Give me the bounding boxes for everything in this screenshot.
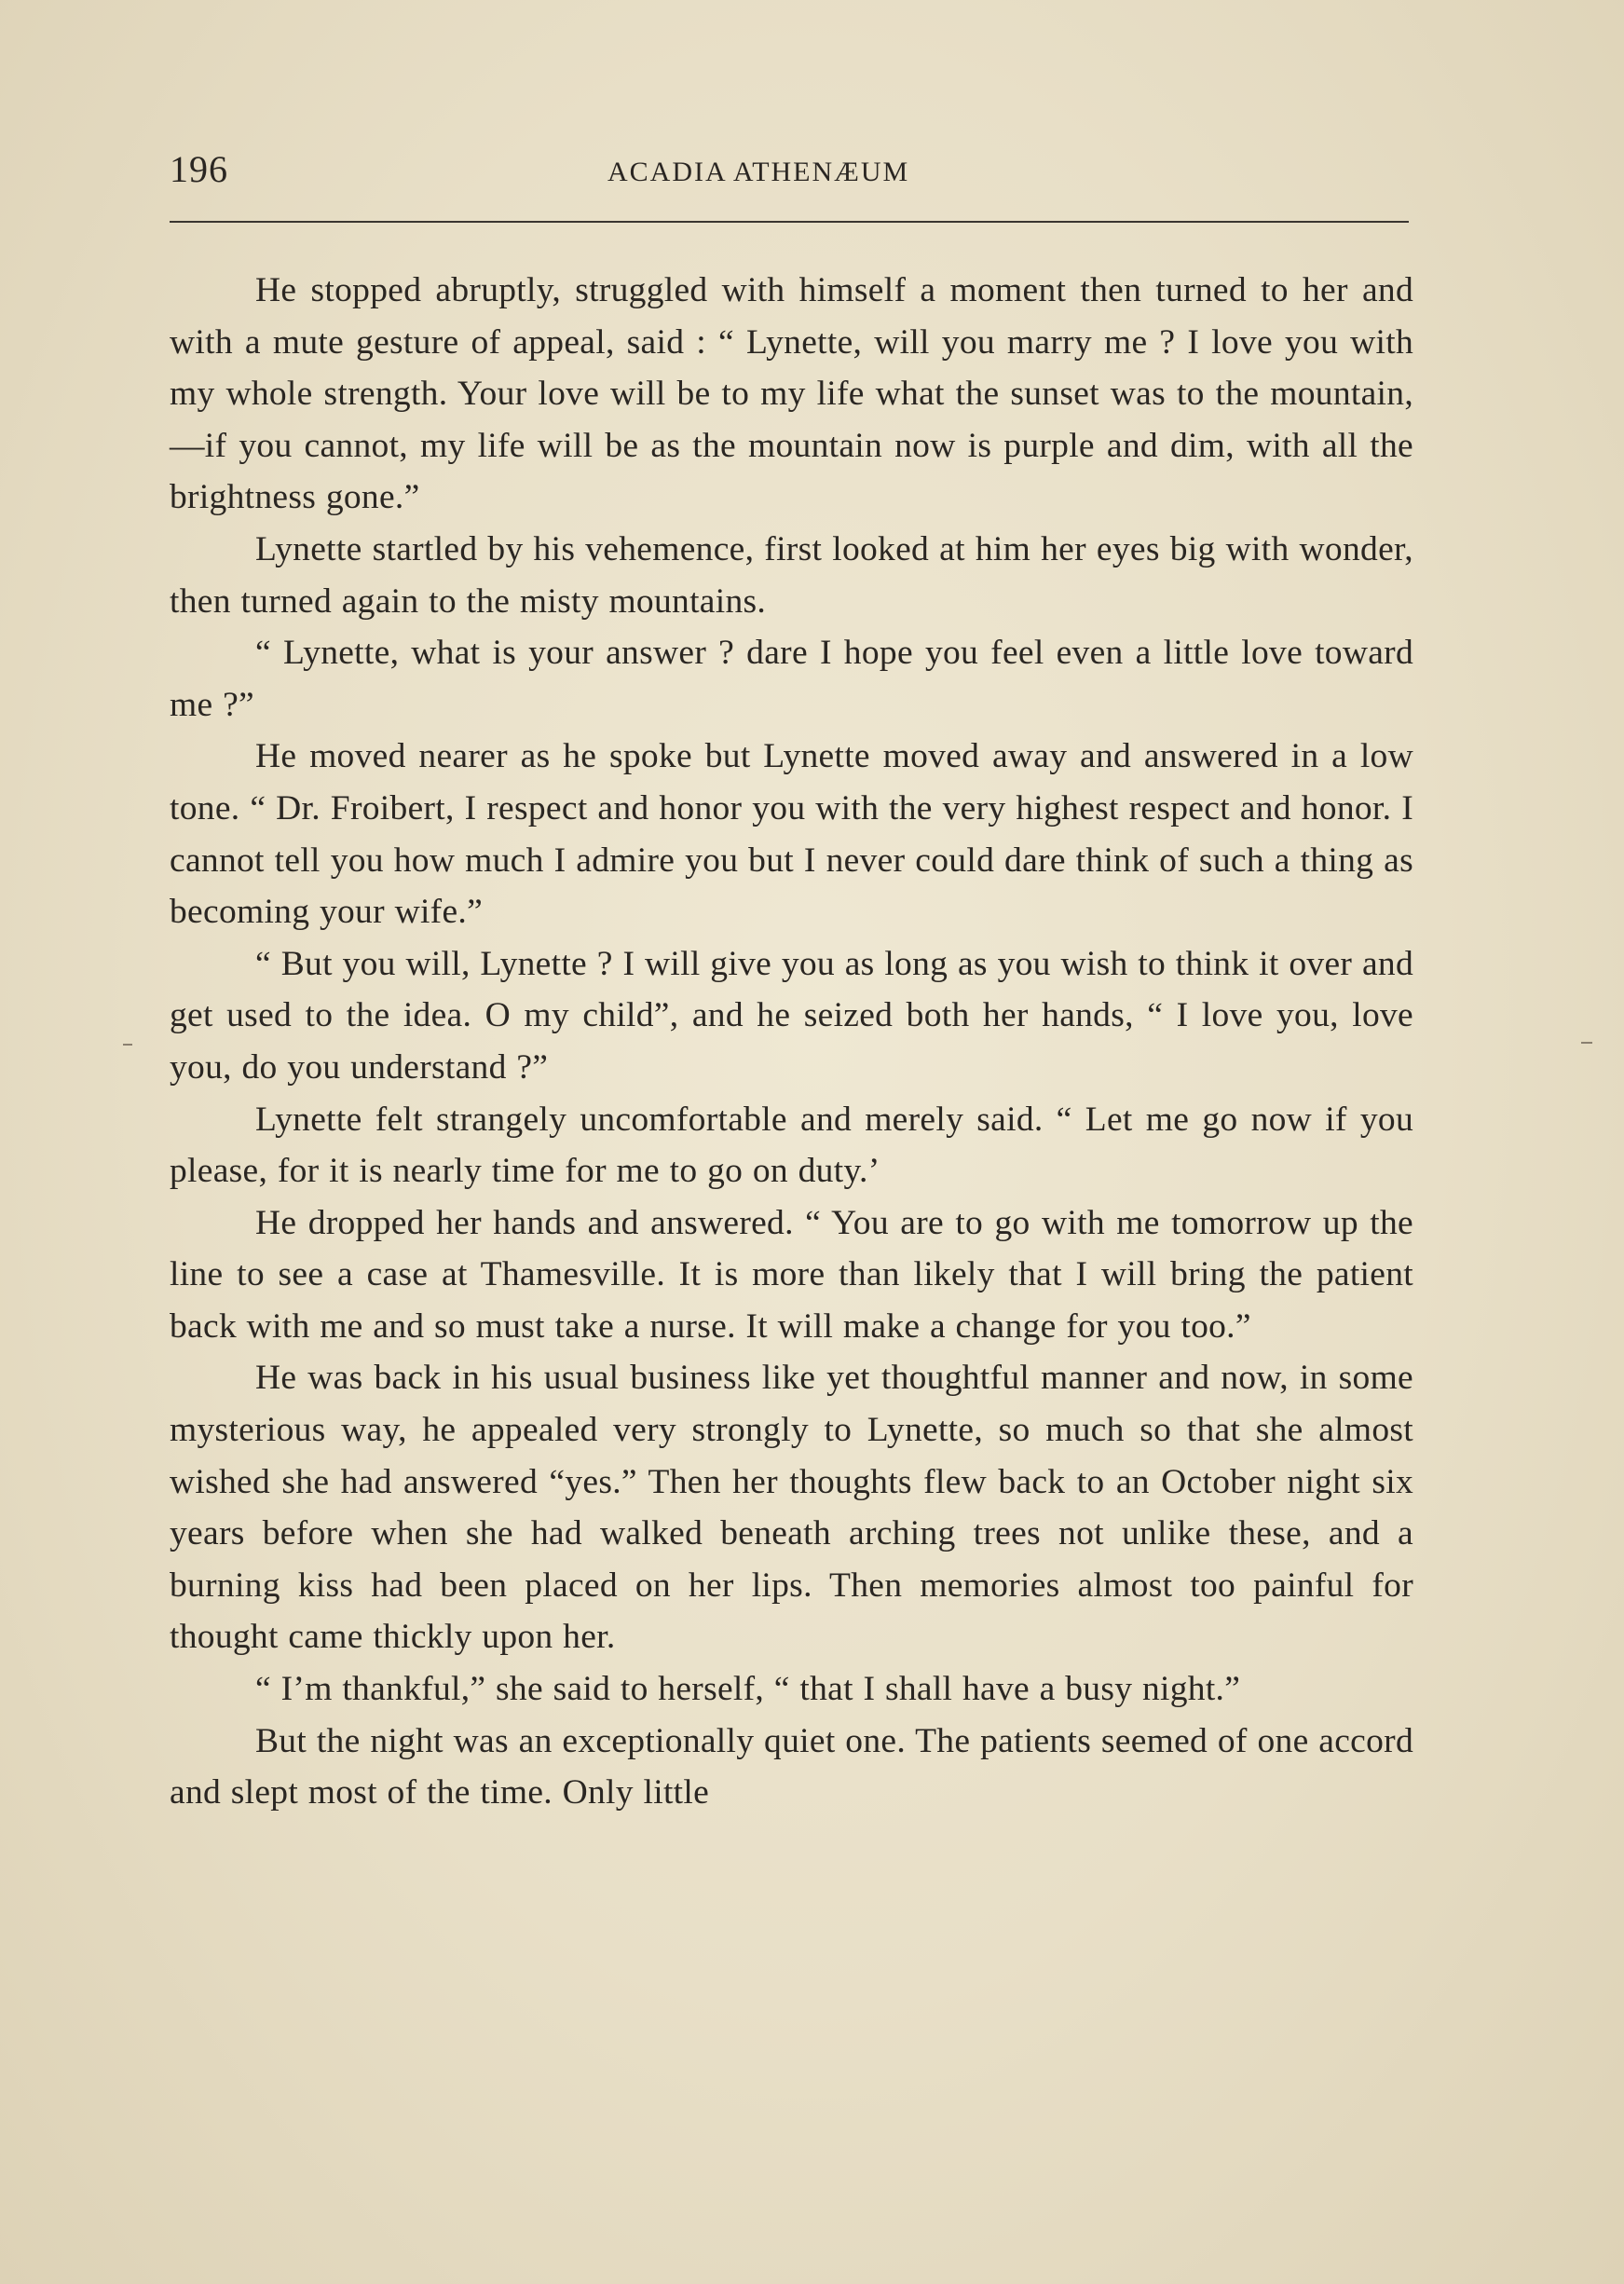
paragraph: He stopped abruptly, struggled with himself a moment then turned to her and with a mute gesture of appeal, said : “ Lynette, will you marry me ? I love you with my whole strength. Your love will be to my life what the sunset was to the mountain,—if you cannot, my life will be as the mountain now is purple and dim, with all the brightness gone.” (170, 271, 1413, 517)
paragraph: He dropped her hands and answered. “ You are to go with me tomorrow up the line to see a case at Thamesville. It is more than likely that I will bring the patient back with me and so must take a nurse. It will make a change for you too.” (170, 1203, 1413, 1346)
margin-mark-left (123, 1044, 132, 1046)
running-head: ACADIA ATHENÆUM (607, 157, 910, 187)
paragraph: But the night was an exceptionally quiet one. The patients seemed of one accord and slept most of the time. Only little (170, 1721, 1413, 1812)
paragraph: He moved nearer as he spoke but Lynette moved away and answered in a low tone. “ Dr. Froibert, I respect and honor you with the very highest respect and honor. I cannot tell you how much I admire you but I never could dare think of such a thing as becoming your wife.” (170, 737, 1413, 932)
paragraph: Lynette startled by his vehemence, first looked at him her eyes big with wonder, then turned again to the misty mountains. (170, 529, 1413, 621)
header-rule (170, 221, 1409, 223)
paragraph: Lynette felt strangely uncomfortable and merely said. “ Let me go now if you please, for it is nearly time for me to go on duty.’ (170, 1100, 1413, 1191)
page-header (170, 147, 1409, 203)
paragraph: “ I’m thankful,” she said to herself, “ that I shall have a busy night.” (255, 1670, 1241, 1709)
paragraph: He was back in his usual business like yet thoughtful manner and now, in some mysterious way, he appealed very strongly to Lynette, so much so that she almost wished she had answered “yes.” Then her thoughts flew back to an October night six years before when she had walked beneath arching trees not unlike these, and a burning kiss had been placed on her lips. Then memories almost too painful for thought came thickly upon her. (170, 1359, 1413, 1657)
paragraph: “ But you will, Lynette ? I will give you as long as you wish to think it over and get used to the idea. O my child”, and he seized both her hands, “ I love you, love you, do you understand ?” (170, 944, 1413, 1087)
margin-mark-right (1581, 1042, 1592, 1044)
body-text (170, 265, 1413, 1819)
page-number: 196 (170, 148, 228, 190)
paragraph: “ Lynette, what is your answer ? dare I hope you feel even a little love toward me ?” (170, 634, 1413, 724)
